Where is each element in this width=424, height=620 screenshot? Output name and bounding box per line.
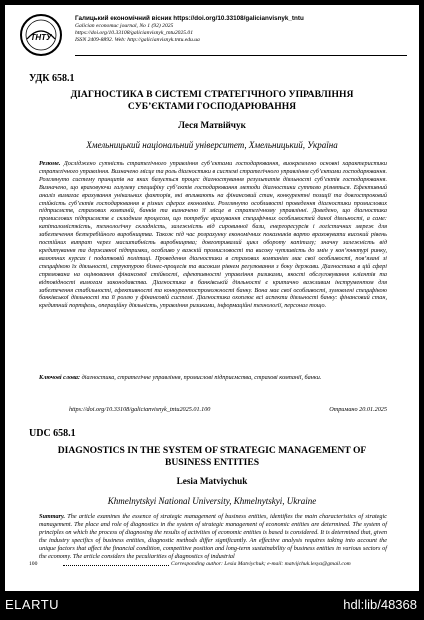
document-page: [5, 5, 419, 591]
article-title-ua: ДІАГНОСТИКА В СИСТЕМІ СТРАТЕГІЧНОГО УПРАВЛІННЯ СУБ’ЄКТАМИ ГОСПОДАРЮВАННЯ: [70, 89, 354, 112]
journal-logo: [19, 13, 63, 57]
footer-dotted-rule: [63, 565, 169, 566]
journal-issue: Galician economuc journal, No 1 (92) 2025: [75, 23, 174, 29]
repository-name: ELARTU: [5, 597, 60, 612]
received-date: Отримано 20.01.2025: [329, 406, 387, 413]
corresponding-author: Corresponding author: Lesia Matviychuk; e-mail: matvijchuk.lesya@gmail.com: [171, 561, 351, 567]
page-number: 100: [29, 561, 38, 567]
handle-id[interactable]: hdl:lib/48368: [343, 597, 417, 612]
udc-code: UDC 658.1: [29, 428, 76, 439]
viewer-bottom-bar: [0, 591, 424, 620]
abstract-ua: Резюме. Досліджено сутність стратегічного управління суб’єктами господарювання, виокремлено основні характеристики стратегічного управління. Визначено місце та роль діагностики в системі стратегічного управління суб’єктами господарювання. Розглянуто систему принципів на яких базується процес діагностування результатів діяльності суб’єктів господарювання. Визначено, що враховуючи галузеву специфіку суб’єктів господарювання методи діагностики суттєво різняться. Ефективний аналіз вимагає врахування унікальних факторів, які впливають на фінансовий стан, конкурентні позиції та довгостроковий стійкість суб’єктів господарювання в різних сферах економіки. Розглянуто особливості проведення діагностики промислових підприємств, страхових компаній, банків та визначено її місце в стратегічному управлінні. Доведено, що діагностика промислових підприємств є складним процесом, що потребує врахування специфічних особливостей даної діяльності, а саме: капіталомісткість, технологічну складність, залежність від сировинної бази, енергоресурсів і логістичних мереж для забезпечення безперебійного виробництва. Також під час розрахунку економічних показників варто враховувати високий рівень постійних витрат через масштабність виробництва; довготривалий цикл обороту капіталу; значну залежність від кредитування та державної підтримки, особливо у важкій промисловості та високу чутливість до змін у кон’юнктурі ринку, валютних курсах і податковій політиці. Проведення діагностики в страхових компаніях має свої особливості, пов’язані зі специфікою їх діяльності, структурою бізнес-процесів та високим рівнем регулювання з боку держави. Діагностика в цій сфері спрямована на оцінювання фінансової стійкості, ефективності управління ризиками, якості обслуговування клієнтів та відповідності вимогам законодавства. Діагностика в банківській діяльності є критично важливим інструментом для забезпечення стабільності, ефективності та конкурентоспроможності банку. Вона має свої особливості, зумовлені специфікою банківської діяльності та її роллю у фінансовій системі. Діагностика охоплює всі аспекти діяльності банку: фінансовий стан, кредитний портфель, операційну діяльність, управління ризиками, інформаційні технології, персонал тощо.: [39, 160, 387, 310]
affiliation-ua: Хмельницький національний університет, Хмельницький, Україна: [86, 140, 338, 150]
author-name-en: Lesia Matviychuk: [176, 476, 248, 486]
svg-text:ТНТУ: ТНТУ: [30, 33, 52, 42]
journal-issn: ISSN 2409-8892. Web: http://galicianvisnyk.tntu.edu.ua: [75, 37, 200, 43]
udk-code: УДК 658.1: [29, 73, 75, 84]
author-name-ua: Леся Матвійчук: [178, 120, 246, 130]
article-title-en: DIAGNOSTICS IN THE SYSTEM OF STRATEGIC MANAGEMENT OF BUSINESS ENTITIES: [57, 445, 367, 468]
journal-name: Галицький економічний вісник https://doi.org/10.33108/galicianvisnyk_tntu: [75, 15, 304, 22]
journal-doi: https://doi.org/10.33108/galicianvisnyk_tntu2025.01: [75, 30, 194, 36]
affiliation-en: Khmelnytskyi National University, Khmelnytskyi, Ukraine: [107, 496, 317, 506]
journal-header: [5, 5, 419, 63]
article-doi-link[interactable]: https://doi.org/10.33108/galicianvisnyk_tntu2025.01.100: [69, 406, 211, 413]
summary-en: Summary. The article examines the essence of strategic management of business entities, identifies the main characteristics of strategic management. The place and role of diagnostics in the system of strategic management of economic entities are determined. The system of principles on which the process of diagnosing the results of activities of economic entities is based is considered. It is determined that, given the industry specifics of business entities, diagnostic methods differ significantly. An effective analysis requires taking into account the unique factors that affect the financial condition, competitive position and long-term sustainability of business entities in various sectors of the economy. The article considers the peculiarities of diagnostics of industrial: [39, 513, 387, 560]
keywords-ua: Ключові слова: діагностика, стратегічне управління, промислові підприємства, страхові компанії, банки.: [39, 374, 322, 381]
header-divider: [75, 55, 407, 56]
